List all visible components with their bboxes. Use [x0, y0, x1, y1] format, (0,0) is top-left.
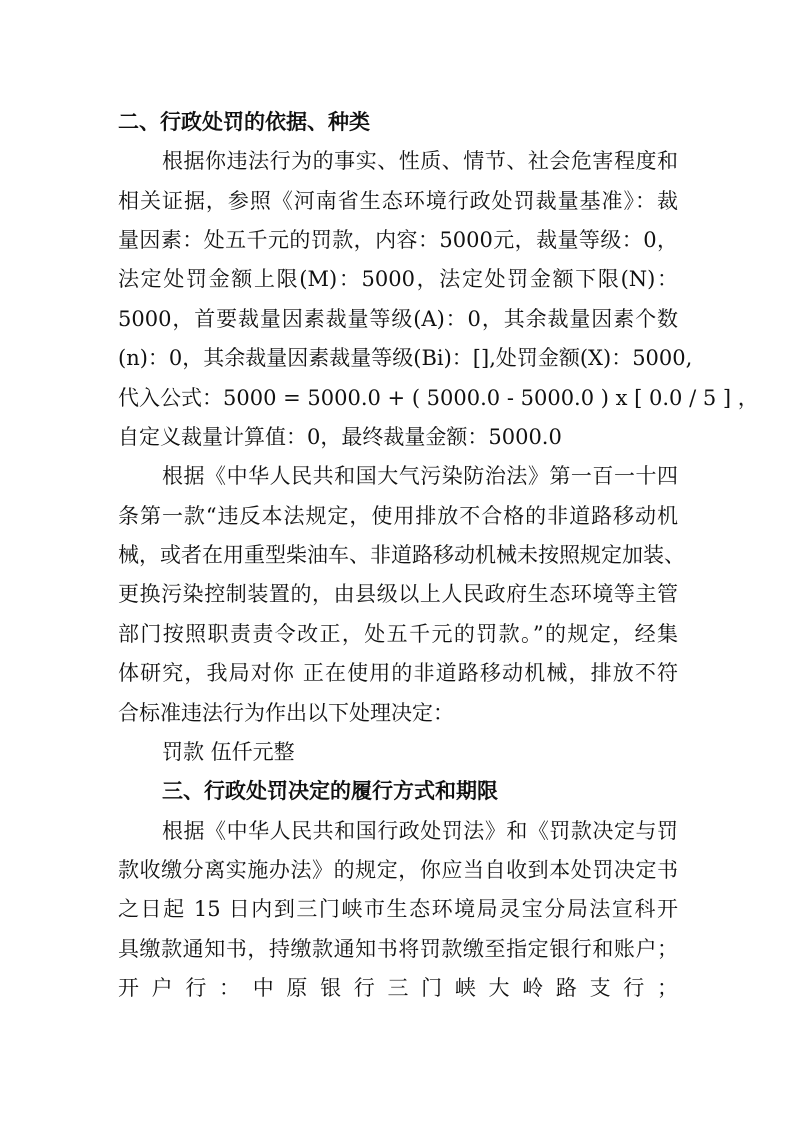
para-line: 械，或者在用重型柴油车、非道路移动机械未按照规定加装、 — [118, 543, 685, 567]
para-line: 法定处罚金额上限(M)：5000，法定处罚金额下限(N)： — [118, 267, 678, 291]
para-line: 根据《中华人民共和国大气污染防治法》第一百一十四 — [162, 464, 678, 488]
para-line: 更换污染控制装置的，由县级以上人民政府生态环境等主管 — [118, 582, 678, 606]
para-line: 具缴款通知书，持缴款通知书将罚款缴至指定银行和账户； — [118, 937, 678, 961]
formula-line: 代入公式：5000 = 5000.0 + ( 5000.0 - 5000.0 ) x [ 0.0 / 5 ] ， — [118, 386, 759, 410]
section-3-heading: 三、行政处罚决定的履行方式和期限 — [162, 779, 498, 803]
para-line: 开户行：中原银行三门峡大岭路支行； — [118, 976, 678, 1000]
para-line: 根据《中华人民共和国行政处罚法》和《罚款决定与罚 — [162, 819, 678, 843]
para-line: 条第一款“违反本法规定，使用排放不合格的非道路移动机 — [118, 504, 678, 528]
para-line: 量因素：处五千元的罚款，内容：5000元，裁量等级：0， — [118, 228, 678, 252]
para-line: 之日起 15 日内到三门峡市生态环境局灵宝分局法宣科开 — [118, 897, 678, 921]
para-line: 自定义裁量计算值：0，最终裁量金额：5000.0 — [118, 425, 562, 449]
section-2-heading: 二、行政处罚的依据、种类 — [118, 110, 370, 134]
para-line: 相关证据，参照《河南省生态环境行政处罚裁量基准》：裁 — [118, 189, 678, 213]
para-line: 部门按照职责责令改正，处五千元的罚款。”的规定，经集 — [118, 622, 678, 646]
para-line: 合标准违法行为作出以下处理决定： — [118, 701, 454, 725]
para-line: 5000，首要裁量因素裁量等级(A)：0，其余裁量因素个数 — [118, 307, 678, 331]
para-line: (n)：0，其余裁量因素裁量等级(Bi)：[],处罚金额(X)：5000, — [118, 346, 693, 370]
penalty-line: 罚款 伍仟元整 — [162, 740, 295, 764]
para-line: 根据你违法行为的事实、性质、情节、社会危害程度和 — [162, 149, 678, 173]
para-line: 体研究，我局对你 正在使用的非道路移动机械，排放不符 — [118, 661, 678, 685]
para-line: 款收缴分离实施办法》的规定，你应当自收到本处罚决定书 — [118, 858, 678, 882]
